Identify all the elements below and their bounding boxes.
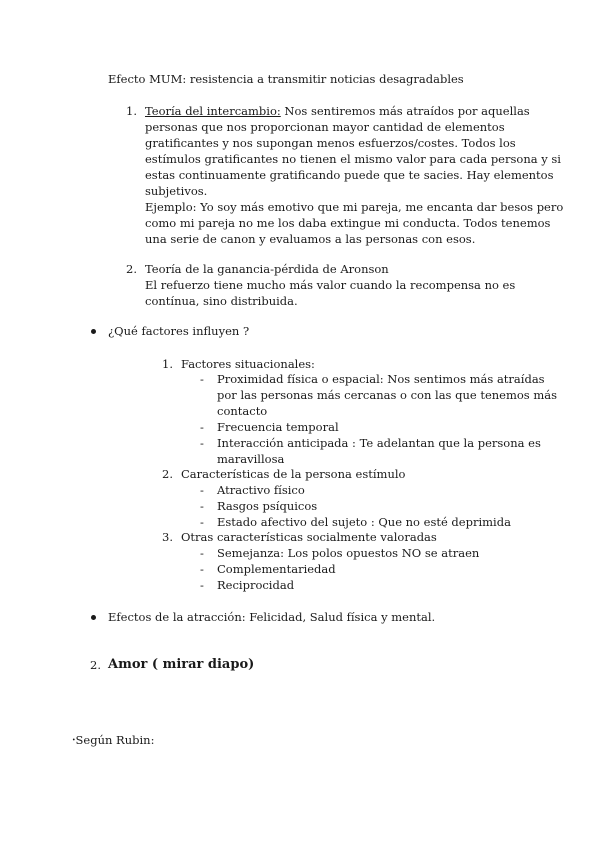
list-item-continued: contacto — [217, 404, 268, 418]
list-item-continued: por las personas más cercanas o con las que tenemos más — [217, 388, 558, 402]
aronson-line: contínua, sino distribuida. — [145, 294, 298, 308]
list-item: Interacción anticipada : Te adelantan que la persona es — [217, 436, 541, 450]
intercambio-line: personas que nos proporcionan mayor cantidad de elementos — [145, 120, 505, 134]
list-item: Estado afectivo del sujeto : Que no esté deprimida — [217, 515, 511, 529]
dash-icon: - — [200, 578, 204, 592]
efectos-text: Efectos de la atracción: Felicidad, Salud física y mental. — [108, 610, 436, 624]
intercambio-line: subjetivos. — [145, 184, 208, 198]
list-item: Reciprocidad — [217, 578, 295, 592]
group-title: Factores situacionales: — [181, 357, 315, 371]
group-title: Otras características socialmente valoradas — [181, 530, 437, 544]
page-heading: Efecto MUM: resistencia a transmitir noticias desagradables — [108, 72, 464, 86]
dash-icon: - — [200, 499, 204, 513]
intercambio-line: Ejemplo: Yo soy más emotivo que mi pareja, me encanta dar besos pero — [145, 200, 564, 214]
intercambio-first-line — [145, 104, 530, 120]
intercambio-line: gratificantes y nos supongan menos esfuerzos/costes. Todos los — [145, 136, 516, 150]
aronson-title: Teoría de la ganancia-pérdida de Aronson — [145, 262, 389, 276]
intercambio-line: estas continuamente gratificando puede que te sacies. Hay elementos — [145, 168, 554, 182]
list-item: Atractivo físico — [217, 483, 305, 497]
list-item: Rasgos psíquicos — [217, 499, 318, 513]
dash-icon: - — [200, 372, 204, 386]
small-bullet-icon: • — [72, 737, 76, 745]
intercambio-line: estímulos gratificantes no tienen el mismo valor para cada persona y si — [145, 152, 561, 166]
list-number: 2. — [126, 262, 137, 276]
list-number: 1. — [126, 104, 137, 118]
intercambio-line: Nos sentiremos más atraídos por aquellas — [284, 104, 530, 118]
list-item: Complementariedad — [217, 562, 336, 576]
list-number: 3. — [162, 530, 173, 544]
dash-icon: - — [200, 420, 204, 434]
factores-question: ¿Qué factores influyen ? — [108, 324, 250, 338]
bullet-icon — [91, 615, 96, 620]
list-number: 2. — [162, 467, 173, 481]
list-item: Proximidad física o espacial: Nos sentimos más atraídas — [217, 372, 545, 386]
bullet-icon — [91, 329, 96, 334]
dash-icon: - — [200, 436, 204, 450]
aronson-line: El refuerzo tiene mucho más valor cuando la recompensa no es — [145, 278, 516, 292]
list-number: 2. — [90, 658, 101, 672]
dash-icon: - — [200, 546, 204, 560]
group-title: Características de la persona estímulo — [181, 467, 406, 481]
list-item: Frecuencia temporal — [217, 420, 339, 434]
intercambio-line: una serie de canon y evaluamos a las personas con esos. — [145, 232, 476, 246]
dash-icon: - — [200, 515, 204, 529]
list-item-continued: maravillosa — [217, 452, 285, 466]
rubin-label: Según Rubin: — [75, 733, 155, 747]
intercambio-line: como mi pareja no me los daba extingue mi conducta. Todos tenemos — [145, 216, 551, 230]
list-number: 1. — [162, 357, 173, 371]
dash-icon: - — [200, 562, 204, 576]
rubin-text — [72, 733, 154, 749]
amor-heading: Amor ( mirar diapo) — [108, 657, 255, 672]
dash-icon: - — [200, 483, 204, 497]
list-item: Semejanza: Los polos opuestos NO se atraen — [217, 546, 480, 560]
intercambio-heading: Teoría del intercambio: — [145, 104, 281, 118]
